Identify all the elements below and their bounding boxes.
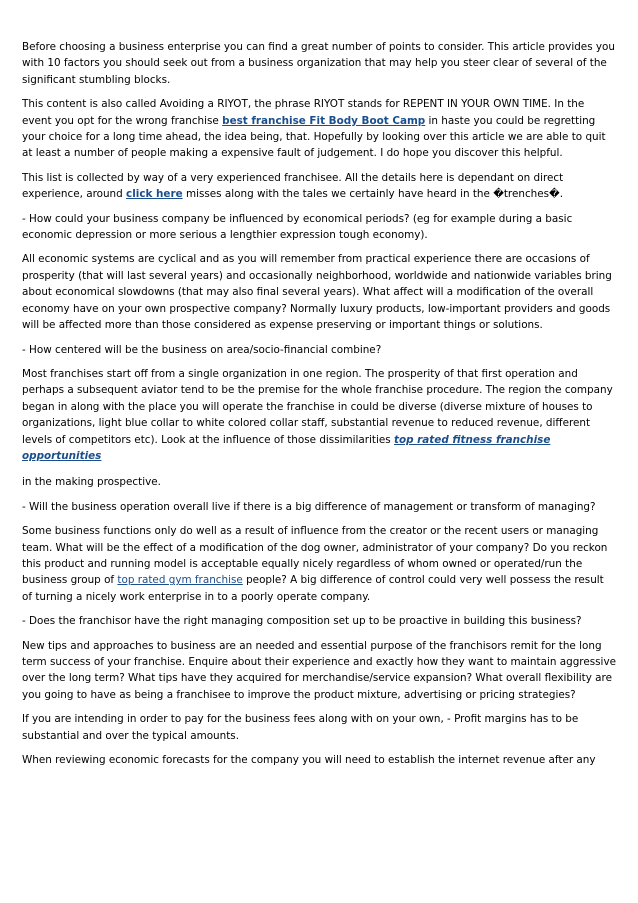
- paragraph-economic-cycles: [22, 251, 616, 333]
- paragraph-text: misses along with the tales we certainly have heard in the �trenches�.: [182, 188, 564, 201]
- paragraph-text: - How could your business company be influenced by economical periods? (eg for example during a basic economic depression or more serious a lengthier expression tough economy).: [22, 212, 573, 242]
- paragraph-business-functions: [22, 523, 616, 605]
- link-best-franchise[interactable]: best franchise Fit Body Boot Camp: [222, 114, 426, 127]
- paragraph-text: When reviewing economic forecasts for the company you will need to establish the internet revenue after any: [22, 754, 596, 767]
- paragraph-text: All economic systems are cyclical and as you will remember from practical experience there are occasions of prosperity (that will last several years) and occasionally neighborhood, worldwide and nationwide variables bring about economical slowdowns (that may also final several years). What affect will a modification of the overall economy have on your own prospective company? Normally luxury products, low-important providers and goods will be affected more than those considered as expense preserving or important things or solutions.: [22, 253, 612, 332]
- paragraph-text: This list is collected by way of a very experienced franchisee. All the details here is dependant on direct experience, around: [22, 171, 564, 201]
- paragraph-text: - Does the franchisor have the right managing composition set up to be proactive in building this business?: [22, 615, 582, 628]
- paragraph-text: - Will the business operation overall live if there is a big difference of management or transform of managing?: [22, 500, 596, 513]
- paragraph-text: - How centered will be the business on area/socio-financial combine?: [22, 343, 382, 356]
- paragraph-question-franchisor: [22, 613, 616, 629]
- paragraph-text: If you are intending in order to pay for the business fees along with on your own, - Profit margins has to be substantial and over the typical amounts.: [22, 713, 579, 742]
- paragraph-text: Some business functions only do well as a result of influence from the creator or the recent users or managing team. What will be the effect of a modification of the dog owner, administrator of your company? Do you reckon this product and running model is acceptable equally nicely regardless of whom owned or operated/run the business group of: [22, 525, 608, 587]
- paragraph-text: in the making prospective.: [22, 476, 161, 489]
- paragraph-profit-margins: [22, 711, 616, 744]
- paragraph-regions: [22, 366, 616, 464]
- paragraph-new-tips: [22, 638, 616, 704]
- paragraph-question-area: [22, 342, 616, 358]
- paragraph-question-management: [22, 499, 616, 515]
- paragraph-question-economy: [22, 211, 616, 244]
- paragraph-text: Before choosing a business enterprise you can find a great number of points to consider. This article provides you with 10 factors you should seek out from a business organization that may help you steer clear of several of the significant stumbling blocks.: [22, 41, 616, 86]
- paragraph-list-source: [22, 170, 616, 203]
- paragraph-text: people? A big difference of control could very well possess the result of turning a nicely work enterprise in to a poorly operate company.: [22, 574, 604, 603]
- paragraph-text: Most franchises start off from a single organization in one region. The prosperity of that first operation and perhaps a subsequent aviator tend to be the premise for the whole franchise procedure. The region the company began in along with the place you will operate the franchise in could be diverse (diverse mixture of houses to organizations, light blue collar to white colored collar staff, substantial revenue to reduced revenue, different levels of competitors etc). Look at the influence of those dissimilarities: [22, 367, 613, 446]
- paragraph-riyot: [22, 96, 616, 162]
- paragraph-text: in haste you could be regretting your choice for a long time ahead, the idea being, that. Hopefully by looking over this article we are able to quit at least a number of people making a expensive fault of judgement. I do hope you discover this helpful.: [22, 114, 606, 160]
- link-top-rated-fitness[interactable]: top rated fitness franchise opportunities: [22, 433, 551, 462]
- link-top-rated-gym[interactable]: top rated gym franchise: [117, 574, 243, 587]
- link-click-here[interactable]: click here: [126, 188, 183, 201]
- paragraph-forecasts: [22, 752, 616, 768]
- paragraph-text: This content is also called Avoiding a RIYOT, the phrase RIYOT stands for REPENT IN YOUR OWN TIME. In the event you opt for the wrong franchise: [22, 98, 585, 127]
- paragraph-intro: [22, 39, 616, 88]
- paragraph-text: New tips and approaches to business are an needed and essential purpose of the franchisors remit for the long term success of your franchise. Enquire about their experience and exactly how they want to maintain aggressive over the long term? What tips have they acquired for merchandise/service expansion? What overall flexibility are you going to have as being a franchisee to improve the product mixture, advertising or pricing strategies?: [22, 639, 616, 701]
- paragraph-making-prospective: [22, 474, 616, 490]
